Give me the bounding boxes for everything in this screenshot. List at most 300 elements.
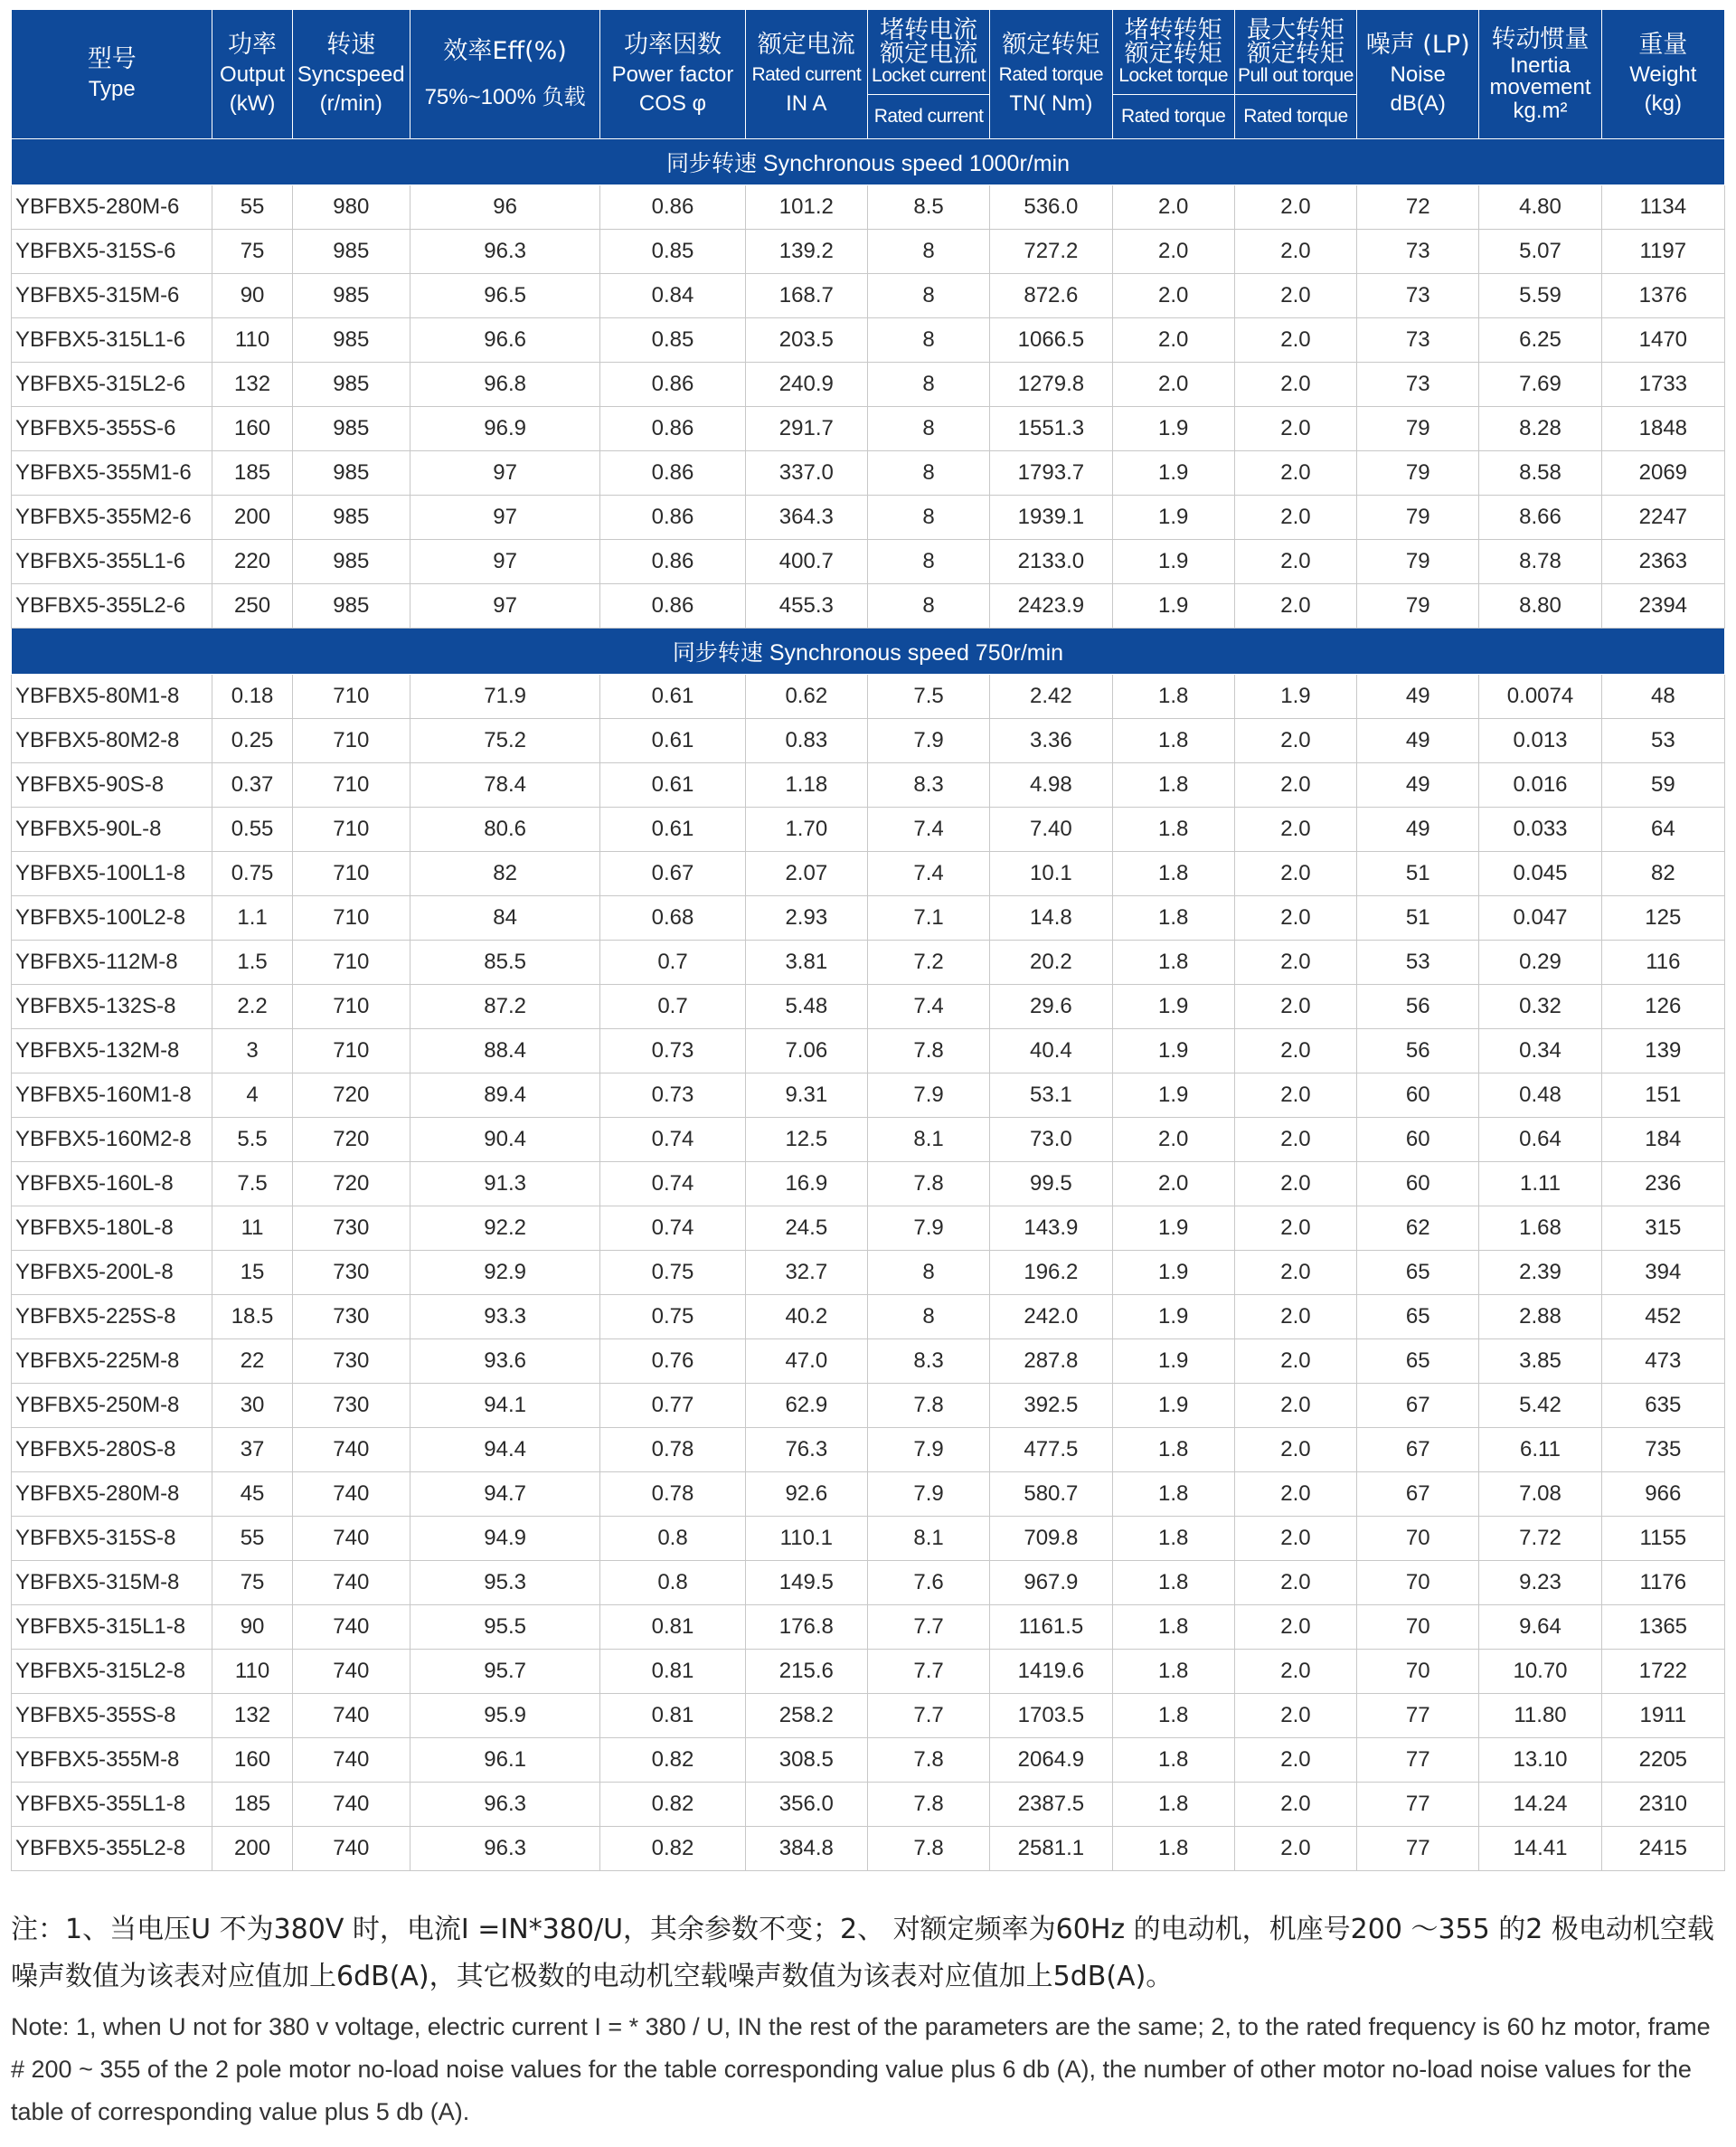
table-cell: 308.5 [745,1738,867,1783]
table-cell: 1.1 [212,896,292,941]
table-cell: 0.74 [600,1206,745,1251]
model-cell: YBFBX5-355M-8 [12,1738,212,1783]
table-cell: 2.0 [1234,230,1356,274]
table-cell: 1.9 [1112,407,1234,451]
table-cell: 0.016 [1479,763,1601,808]
table-cell: 1.8 [1112,1694,1234,1738]
model-cell: YBFBX5-315S-8 [12,1517,212,1561]
table-cell: 0.18 [212,675,292,719]
table-cell: 985 [292,584,410,629]
table-cell: 7.7 [867,1650,989,1694]
model-cell: YBFBX5-315L2-6 [12,363,212,407]
table-cell: 1.9 [1112,1339,1234,1384]
table-cell: 2069 [1601,451,1724,496]
model-cell: YBFBX5-225M-8 [12,1339,212,1384]
table-cell: 980 [292,185,410,230]
table-cell: 79 [1357,451,1479,496]
table-cell: 101.2 [745,185,867,230]
table-cell: 0.37 [212,763,292,808]
table-row [12,852,1725,896]
table-cell: 1.9 [1112,1206,1234,1251]
header-locked-current-top: 堵转电流 额定电流 Locket current [867,10,989,95]
table-cell: 55 [212,185,292,230]
table-cell: 730 [292,1251,410,1295]
model-cell: YBFBX5-112M-8 [12,941,212,985]
table-cell: 16.9 [745,1162,867,1206]
table-cell: 75.2 [410,719,599,763]
table-cell: 0.32 [1479,985,1601,1029]
table-cell: 2.0 [1234,941,1356,985]
table-row [12,1517,1725,1561]
table-cell: 55 [212,1517,292,1561]
table-cell: 0.25 [212,719,292,763]
section-header-row [12,139,1725,185]
table-cell: 1.11 [1479,1162,1601,1206]
table-cell: 14.24 [1479,1783,1601,1827]
table-cell: 96.8 [410,363,599,407]
table-cell: 1.9 [1112,1384,1234,1428]
table-cell: 0.82 [600,1827,745,1871]
table-cell: 77 [1357,1694,1479,1738]
table-row [12,763,1725,808]
table-cell: 84 [410,896,599,941]
table-cell: 94.7 [410,1472,599,1517]
table-cell: 1.8 [1112,675,1234,719]
table-cell: 62.9 [745,1384,867,1428]
table-cell: 96.3 [410,1827,599,1871]
table-cell: 7.69 [1479,363,1601,407]
table-cell: 92.9 [410,1251,599,1295]
table-cell: 2.0 [1234,1118,1356,1162]
model-cell: YBFBX5-180L-8 [12,1206,212,1251]
header-rated-current: 额定电流 Rated current IN A [745,10,867,139]
table-cell: 0.81 [600,1605,745,1650]
table-cell: 985 [292,363,410,407]
table-cell: 8.3 [867,763,989,808]
table-cell: 96 [410,185,599,230]
table-cell: 9.23 [1479,1561,1601,1605]
table-cell: 14.41 [1479,1827,1601,1871]
table-cell: 2064.9 [990,1738,1112,1783]
table-cell: 7.4 [867,808,989,852]
table-cell: 14.8 [990,896,1112,941]
table-cell: 49 [1357,719,1479,763]
table-cell: 8 [867,407,989,451]
table-cell: 240.9 [745,363,867,407]
model-cell: YBFBX5-160L-8 [12,1162,212,1206]
table-cell: 985 [292,407,410,451]
table-cell: 236 [1601,1162,1724,1206]
table-cell: 1911 [1601,1694,1724,1738]
table-cell: 7.6 [867,1561,989,1605]
table-cell: 7.8 [867,1783,989,1827]
table-cell: 315 [1601,1206,1724,1251]
section-title: 同步转速 Synchronous speed 1000r/min [12,139,1725,185]
table-cell: 2.0 [1234,985,1356,1029]
table-cell: 7.72 [1479,1517,1601,1561]
table-cell: 477.5 [990,1428,1112,1472]
model-cell: YBFBX5-80M1-8 [12,675,212,719]
table-cell: 8.78 [1479,540,1601,584]
header-locked-current-bottom: Rated current [867,95,989,139]
table-cell: 0.77 [600,1384,745,1428]
table-cell: 95.9 [410,1694,599,1738]
table-cell: 160 [212,407,292,451]
table-cell: 62 [1357,1206,1479,1251]
table-cell: 740 [292,1783,410,1827]
table-cell: 1722 [1601,1650,1724,1694]
table-cell: 51 [1357,896,1479,941]
table-cell: 97 [410,496,599,540]
table-cell: 0.61 [600,763,745,808]
table-cell: 0.045 [1479,852,1601,896]
table-row [12,318,1725,363]
table-cell: 0.84 [600,274,745,318]
table-cell: 967.9 [990,1561,1112,1605]
table-cell: 67 [1357,1384,1479,1428]
table-cell: 3.81 [745,941,867,985]
header-max-torque-top: 最大转矩 额定转矩 Pull out torque [1234,10,1356,95]
table-cell: 7.4 [867,852,989,896]
table-cell: 7.8 [867,1029,989,1074]
table-cell: 96.5 [410,274,599,318]
table-cell: 1848 [1601,407,1724,451]
table-cell: 1.5 [212,941,292,985]
table-row [12,941,1725,985]
table-cell: 82 [410,852,599,896]
table-cell: 0.68 [600,896,745,941]
table-cell: 8.66 [1479,496,1601,540]
table-cell: 97 [410,584,599,629]
table-cell: 4.80 [1479,185,1601,230]
table-cell: 185 [212,451,292,496]
table-cell: 96.3 [410,230,599,274]
table-cell: 5.5 [212,1118,292,1162]
model-cell: YBFBX5-355L1-6 [12,540,212,584]
table-cell: 7.08 [1479,1472,1601,1517]
table-cell: 0.86 [600,185,745,230]
table-cell: 15 [212,1251,292,1295]
table-cell: 37 [212,1428,292,1472]
table-cell: 126 [1601,985,1724,1029]
table-cell: 200 [212,496,292,540]
table-cell: 1.9 [1112,451,1234,496]
table-cell: 710 [292,763,410,808]
table-cell: 77 [1357,1783,1479,1827]
table-cell: 85.5 [410,941,599,985]
table-cell: 1.9 [1112,1074,1234,1118]
table-cell: 2.0 [1112,230,1234,274]
table-cell: 473 [1601,1339,1724,1384]
table-cell: 720 [292,1074,410,1118]
table-cell: 0.75 [600,1295,745,1339]
table-cell: 872.6 [990,274,1112,318]
table-cell: 90 [212,1605,292,1650]
table-header [12,10,1725,139]
table-cell: 0.29 [1479,941,1601,985]
table-cell: 635 [1601,1384,1724,1428]
table-cell: 1.8 [1112,1561,1234,1605]
table-cell: 7.5 [867,675,989,719]
table-cell: 5.07 [1479,230,1601,274]
table-cell: 196.2 [990,1251,1112,1295]
table-cell: 0.62 [745,675,867,719]
table-cell: 337.0 [745,451,867,496]
header-locked-torque-top: 堵转转矩 额定转矩 Locket torque [1112,10,1234,95]
table-cell: 258.2 [745,1694,867,1738]
table-cell: 8 [867,496,989,540]
table-cell: 0.033 [1479,808,1601,852]
table-row [12,1206,1725,1251]
table-cell: 985 [292,451,410,496]
table-row [12,230,1725,274]
table-cell: 740 [292,1472,410,1517]
table-cell: 720 [292,1118,410,1162]
table-cell: 0.82 [600,1783,745,1827]
table-cell: 2205 [1601,1738,1724,1783]
table-cell: 1279.8 [990,363,1112,407]
table-cell: 1.8 [1112,763,1234,808]
table-cell: 2.0 [1234,1650,1356,1694]
motor-spec-table [11,9,1725,1871]
table-cell: 176.8 [745,1605,867,1650]
table-cell: 364.3 [745,496,867,540]
table-cell: 75 [212,230,292,274]
note-chinese: 注：1、当电压U 不为380V 时，电流I =IN*380/U，其余参数不变；2、 对额定频率为60Hz 的电动机，机座号200 ～355 的2 极电动机空载噪声数值为该表对应值加上6dB(A)，其它极数的电动机空载噪声数值为该表对应值加上5dB(A)。 [11,1914,1714,1992]
model-cell: YBFBX5-280S-8 [12,1428,212,1472]
table-cell: 20.2 [990,941,1112,985]
table-cell: 1134 [1601,185,1724,230]
table-cell: 710 [292,941,410,985]
table-cell: 1365 [1601,1605,1724,1650]
table-cell: 7.9 [867,1428,989,1472]
header-locked-torque-bottom: Rated torque [1112,95,1234,139]
table-cell: 0.64 [1479,1118,1601,1162]
table-cell: 56 [1357,1029,1479,1074]
header-efficiency: 效率Eff(%) 75%~100% 负载 [410,10,599,139]
table-cell: 1.8 [1112,896,1234,941]
table-cell: 60 [1357,1162,1479,1206]
table-cell: 455.3 [745,584,867,629]
table-cell: 53 [1357,941,1479,985]
table-cell: 1.9 [1112,1029,1234,1074]
table-cell: 1.9 [1112,540,1234,584]
table-cell: 2.0 [1234,584,1356,629]
table-cell: 735 [1601,1428,1724,1472]
table-cell: 740 [292,1517,410,1561]
table-cell: 710 [292,719,410,763]
table-cell: 710 [292,1029,410,1074]
table-cell: 710 [292,896,410,941]
model-cell: YBFBX5-80M2-8 [12,719,212,763]
table-cell: 2387.5 [990,1783,1112,1827]
model-cell: YBFBX5-315M-8 [12,1561,212,1605]
table-cell: 356.0 [745,1783,867,1827]
model-cell: YBFBX5-200L-8 [12,1251,212,1295]
table-cell: 710 [292,808,410,852]
table-cell: 7.1 [867,896,989,941]
table-cell: 720 [292,1162,410,1206]
table-cell: 7.9 [867,719,989,763]
table-cell: 2.0 [1234,1517,1356,1561]
table-row [12,1827,1725,1871]
table-row [12,363,1725,407]
table-cell: 8 [867,230,989,274]
table-cell: 1.9 [1112,985,1234,1029]
table-cell: 2581.1 [990,1827,1112,1871]
table-row [12,896,1725,941]
table-cell: 0.86 [600,540,745,584]
table-cell: 1.8 [1112,1605,1234,1650]
table-cell: 0.83 [745,719,867,763]
table-cell: 1.9 [1112,584,1234,629]
table-cell: 49 [1357,675,1479,719]
table-cell: 2.0 [1112,318,1234,363]
table-cell: 160 [212,1738,292,1783]
table-cell: 1.8 [1112,1783,1234,1827]
table-cell: 70 [1357,1561,1479,1605]
table-row [12,1074,1725,1118]
table-cell: 22 [212,1339,292,1384]
table-row [12,1162,1725,1206]
table-cell: 93.3 [410,1295,599,1339]
table-cell: 53 [1601,719,1724,763]
table-row [12,540,1725,584]
table-cell: 97 [410,540,599,584]
table-cell: 168.7 [745,274,867,318]
table-cell: 184 [1601,1118,1724,1162]
table-cell: 97 [410,451,599,496]
table-body [12,139,1725,1871]
table-cell: 2.0 [1234,1074,1356,1118]
table-cell: 1.9 [1112,1295,1234,1339]
table-row [12,496,1725,540]
table-cell: 8 [867,540,989,584]
table-cell: 2.0 [1234,1428,1356,1472]
table-cell: 2.0 [1112,1118,1234,1162]
table-cell: 60 [1357,1074,1479,1118]
table-cell: 0.86 [600,407,745,451]
table-cell: 7.9 [867,1206,989,1251]
table-row [12,1428,1725,1472]
table-row [12,1384,1725,1428]
table-cell: 80.6 [410,808,599,852]
table-cell: 8 [867,584,989,629]
table-cell: 96.1 [410,1738,599,1783]
table-cell: 2.0 [1234,719,1356,763]
table-cell: 1.8 [1112,1738,1234,1783]
header-inertia: 转动惯量 Inertia movement kg.m² [1479,10,1601,139]
model-cell: YBFBX5-315L1-8 [12,1605,212,1650]
table-cell: 2.0 [1234,540,1356,584]
table-cell: 1.8 [1112,852,1234,896]
table-cell: 740 [292,1650,410,1694]
table-row [12,1118,1725,1162]
table-row [12,1251,1725,1295]
table-cell: 8 [867,1295,989,1339]
table-cell: 59 [1601,763,1724,808]
table-cell: 2.88 [1479,1295,1601,1339]
model-cell: YBFBX5-315M-6 [12,274,212,318]
table-cell: 7.7 [867,1605,989,1650]
header-speed: 转速 Syncspeed (r/min) [292,10,410,139]
table-cell: 7.9 [867,1472,989,1517]
model-cell: YBFBX5-355L2-6 [12,584,212,629]
table-row [12,1339,1725,1384]
table-cell: 580.7 [990,1472,1112,1517]
model-cell: YBFBX5-90S-8 [12,763,212,808]
table-cell: 2133.0 [990,540,1112,584]
header-power-factor: 功率因数 Power factor COS φ [600,10,745,139]
table-cell: 7.06 [745,1029,867,1074]
header-max-torque-bottom: Rated torque [1234,95,1356,139]
table-cell: 65 [1357,1251,1479,1295]
table-cell: 0.8 [600,1517,745,1561]
table-row [12,1605,1725,1650]
table-cell: 0.61 [600,675,745,719]
table-row [12,1029,1725,1074]
table-cell: 8 [867,451,989,496]
table-cell: 11 [212,1206,292,1251]
table-cell: 29.6 [990,985,1112,1029]
table-cell: 384.8 [745,1827,867,1871]
table-cell: 2.0 [1234,451,1356,496]
table-cell: 1703.5 [990,1694,1112,1738]
table-cell: 1.8 [1112,1827,1234,1871]
table-cell: 0.61 [600,719,745,763]
table-cell: 8.80 [1479,584,1601,629]
table-cell: 985 [292,496,410,540]
table-cell: 740 [292,1561,410,1605]
table-cell: 32.7 [745,1251,867,1295]
table-cell: 73 [1357,274,1479,318]
table-cell: 116 [1601,941,1724,985]
model-cell: YBFBX5-280M-8 [12,1472,212,1517]
table-cell: 91.3 [410,1162,599,1206]
table-row [12,1738,1725,1783]
table-cell: 7.8 [867,1384,989,1428]
table-cell: 1.18 [745,763,867,808]
table-cell: 72 [1357,185,1479,230]
table-cell: 49 [1357,763,1479,808]
table-cell: 1551.3 [990,407,1112,451]
spec-table-container [11,9,1725,1871]
table-row [12,1650,1725,1694]
model-cell: YBFBX5-355S-8 [12,1694,212,1738]
table-cell: 5.48 [745,985,867,1029]
table-cell: 730 [292,1206,410,1251]
table-cell: 2394 [1601,584,1724,629]
model-cell: YBFBX5-355L2-8 [12,1827,212,1871]
table-cell: 2.0 [1234,808,1356,852]
table-cell: 0.81 [600,1694,745,1738]
table-cell: 6.11 [1479,1428,1601,1472]
table-cell: 2247 [1601,496,1724,540]
table-cell: 0.74 [600,1118,745,1162]
table-cell: 65 [1357,1295,1479,1339]
table-cell: 2.0 [1234,185,1356,230]
table-cell: 10.1 [990,852,1112,896]
table-cell: 78.4 [410,763,599,808]
table-cell: 710 [292,985,410,1029]
table-cell: 2.0 [1234,1561,1356,1605]
table-cell: 2.0 [1234,1827,1356,1871]
table-cell: 18.5 [212,1295,292,1339]
table-cell: 709.8 [990,1517,1112,1561]
table-cell: 0.047 [1479,896,1601,941]
table-cell: 740 [292,1605,410,1650]
table-cell: 82 [1601,852,1724,896]
